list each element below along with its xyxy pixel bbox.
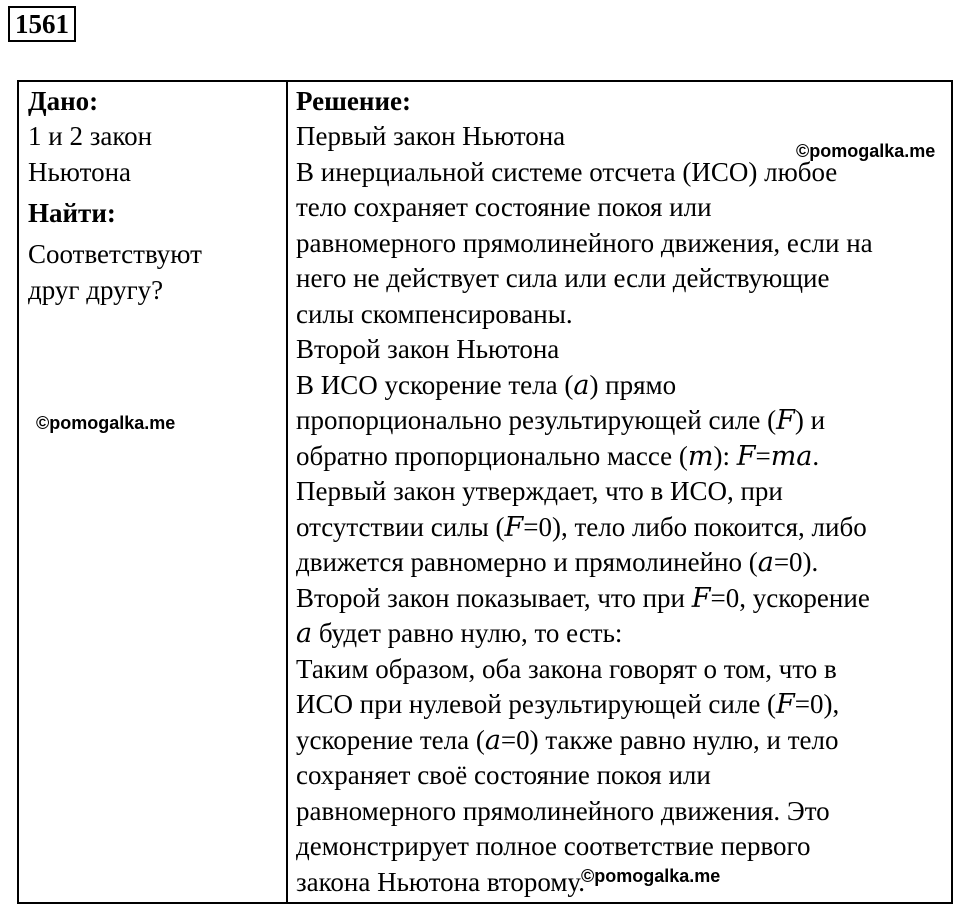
solution-column: [287, 81, 952, 903]
solution-line: движется равномерно и прямолинейно (𝑎=0).: [296, 547, 819, 577]
given-column: [18, 81, 287, 903]
solution-line: силы скомпенсированы.: [296, 298, 573, 329]
solution-line: Таким образом, оба закона говорят о том, что в: [296, 653, 837, 684]
solution-table: [17, 80, 953, 904]
solution-line: В инерциальной системе отсчета (ИСО) любое: [296, 156, 838, 187]
watermark: ©pomogalka.me: [581, 866, 721, 886]
solution-line: равномерного прямолинейного движения, если на: [296, 227, 873, 258]
find-heading: Найти:: [28, 198, 116, 228]
solution-line: отсутствии силы (𝐹=0), тело либо покоится, либо: [296, 511, 867, 542]
solution-line: тело сохраняет состояние покоя или: [296, 192, 712, 222]
given-line: 1 и 2 закон: [28, 121, 153, 151]
solution-line: Второй закон Ньютона: [296, 334, 560, 364]
watermark: ©pomogalka.me: [36, 413, 176, 433]
solution-line: В ИСО ускорение тела (𝑎) прямо: [296, 369, 677, 400]
find-line: Соответствуют: [28, 239, 202, 269]
solution-line: него не действует сила или если действующие: [296, 263, 830, 293]
solution-line: ускорение тела (𝑎=0) также равно нулю, и тело: [296, 724, 839, 755]
solution-line: обратно пропорционально массе (𝑚): 𝐹=𝑚𝑎.: [296, 440, 820, 471]
solution-line: Второй закон показывает, что при 𝐹=0, ускорение: [296, 582, 870, 613]
task-number: 1561: [8, 6, 76, 42]
solution-line: сохраняет своё состояние покоя или: [296, 760, 711, 790]
watermark: ©pomogalka.me: [796, 141, 936, 161]
solution-line: Первый закон Ньютона: [296, 121, 566, 151]
solution-line: демонстрирует полное соответствие первого: [296, 831, 811, 861]
solution-line: 𝑎 будет равно нулю, то есть:: [296, 618, 623, 648]
given-heading: Дано:: [28, 86, 99, 116]
solution-line: Первый закон утверждает, что в ИСО, при: [296, 476, 783, 506]
solution-line: пропорционально результирующей силе (𝐹) и: [296, 405, 826, 435]
solution-heading: Решение:: [296, 86, 411, 116]
find-line: друг другу?: [28, 274, 164, 305]
given-line: Ньютона: [28, 156, 132, 187]
solution-line: равномерного прямолинейного движения. Это: [296, 795, 830, 826]
solution-line: закона Ньютона второму.: [296, 866, 585, 897]
solution-line: ИСО при нулевой результирующей силе (𝐹=0),: [296, 689, 840, 719]
